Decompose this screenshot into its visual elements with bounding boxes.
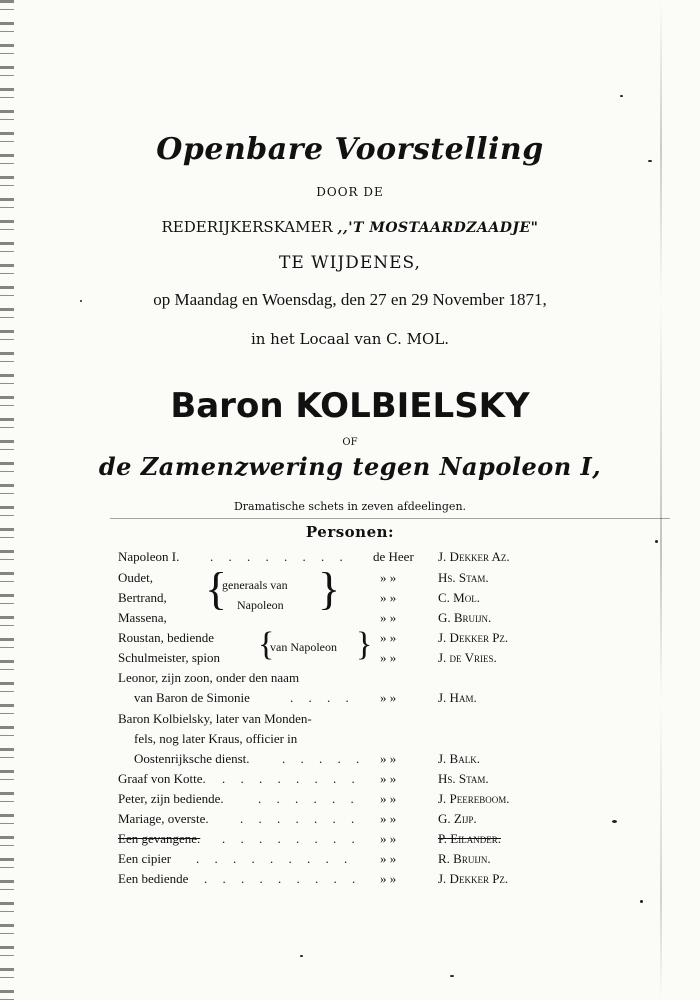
play-title: Baron KOLBIELSKY bbox=[170, 386, 530, 426]
cast-actor: Hs. Stam. bbox=[438, 570, 489, 585]
cast-sep: » » bbox=[380, 791, 397, 806]
cast-heading: Personen: bbox=[305, 523, 395, 541]
leader-dots: . . . . . bbox=[282, 751, 366, 766]
cast-role: Een bediende bbox=[118, 871, 189, 886]
leader-dots: . . . . . . . bbox=[240, 811, 361, 826]
cast-role: Oudet, bbox=[118, 570, 154, 585]
cast-actor: G. Zijp. bbox=[438, 811, 477, 826]
play-description: Dramatische schets in zeven afdeelingen. bbox=[233, 500, 467, 513]
cast-sep: » » bbox=[380, 610, 397, 625]
cast-role: Massena, bbox=[118, 610, 167, 625]
cast-sep: de Heer bbox=[373, 549, 414, 564]
cast-actor: J. Dekker Az. bbox=[438, 549, 510, 564]
cast-actor: C. Mol. bbox=[438, 590, 480, 605]
cast-role: Schulmeister, spion bbox=[118, 650, 221, 665]
brace-label-generals: generaals van bbox=[222, 578, 288, 592]
cast-role: Mariage, overste. bbox=[118, 811, 209, 826]
cast-sep: » » bbox=[380, 831, 397, 846]
cast-role: van Baron de Simonie bbox=[134, 690, 250, 705]
bill-title: Openbare Voorstelling bbox=[156, 132, 544, 167]
dates-line: op Maandag en Woensdag, den 27 en 29 November 1871, bbox=[153, 290, 547, 309]
cast-actor: J. de Vries. bbox=[438, 650, 497, 665]
cast-role: Peter, zijn bediende. bbox=[118, 791, 224, 806]
cast-sep: » » bbox=[380, 690, 397, 705]
society-name: ,,'T MOSTAARDZAADJE" bbox=[337, 220, 539, 236]
cast-sep: » » bbox=[380, 650, 397, 665]
brace-left: { bbox=[258, 626, 275, 663]
door-de: DOOR DE bbox=[316, 185, 384, 199]
brace-left: { bbox=[205, 563, 228, 614]
leader-dots: . . . . . . . . bbox=[210, 549, 349, 564]
cast-sep: » » bbox=[380, 570, 397, 585]
cast-actor: G. Bruijn. bbox=[438, 610, 492, 625]
cast-actor: J. Ham. bbox=[438, 690, 477, 705]
cast-role: Bertrand, bbox=[118, 590, 167, 605]
cast-role: Baron Kolbielsky, later van Monden- bbox=[118, 711, 312, 726]
leader-dots: . . . . bbox=[290, 690, 355, 705]
leader-dots: . . . . . . . . . bbox=[204, 871, 362, 886]
play-subtitle: de Zamenzwering tegen Napoleon I, bbox=[98, 452, 602, 481]
cast-actor: J. Dekker Pz. bbox=[438, 871, 509, 886]
cast-sep: » » bbox=[380, 590, 397, 605]
cast-actor: J. Balk. bbox=[438, 751, 480, 766]
cast-actor: R. Bruijn. bbox=[438, 851, 491, 866]
cast-role: Een gevangene. bbox=[118, 831, 201, 846]
cast-role: Oostenrijksche dienst. bbox=[134, 751, 250, 766]
place-line: TE WIJDENES, bbox=[279, 253, 421, 273]
play-of: OF bbox=[342, 437, 358, 448]
cast-sep: » » bbox=[380, 771, 397, 786]
leader-dots: . . . . . . . . . bbox=[196, 851, 354, 866]
society-prefix: REDERIJKERSKAMER bbox=[161, 218, 333, 236]
cast-role: Napoleon I. bbox=[118, 549, 180, 564]
cast-role: Roustan, bediende bbox=[118, 630, 215, 645]
cast-actor: J. Dekker Pz. bbox=[438, 630, 509, 645]
leader-dots: . . . . . . . . bbox=[222, 831, 361, 846]
cast-sep: » » bbox=[380, 811, 397, 826]
cast-role: Een cipier bbox=[118, 851, 172, 866]
cast-actor: J. Peereboom. bbox=[438, 791, 510, 806]
leader-dots: . . . . . . bbox=[258, 791, 360, 806]
brace-right: } bbox=[318, 563, 341, 614]
cast-role: Graaf von Kotte. bbox=[118, 771, 206, 786]
brace-label-van-napoleon: van Napoleon bbox=[270, 640, 337, 654]
cast-sep: » » bbox=[380, 871, 397, 886]
cast-role: fels, nog later Kraus, officier in bbox=[134, 731, 298, 746]
cast-actor: P. Eilander. bbox=[438, 831, 501, 846]
cast-sep: » » bbox=[380, 751, 397, 766]
cast-role: Leonor, zijn zoon, onder den naam bbox=[118, 670, 300, 685]
cast-sep: » » bbox=[380, 851, 397, 866]
venue-line: in het Locaal van C. MOL. bbox=[250, 330, 450, 348]
brace-right: } bbox=[356, 626, 373, 663]
leader-dots: . . . . . . . . bbox=[222, 771, 361, 786]
cast-sep: » » bbox=[380, 630, 397, 645]
cast-actor: Hs. Stam. bbox=[438, 771, 489, 786]
brace-label-napoleon: Napoleon bbox=[237, 598, 284, 612]
